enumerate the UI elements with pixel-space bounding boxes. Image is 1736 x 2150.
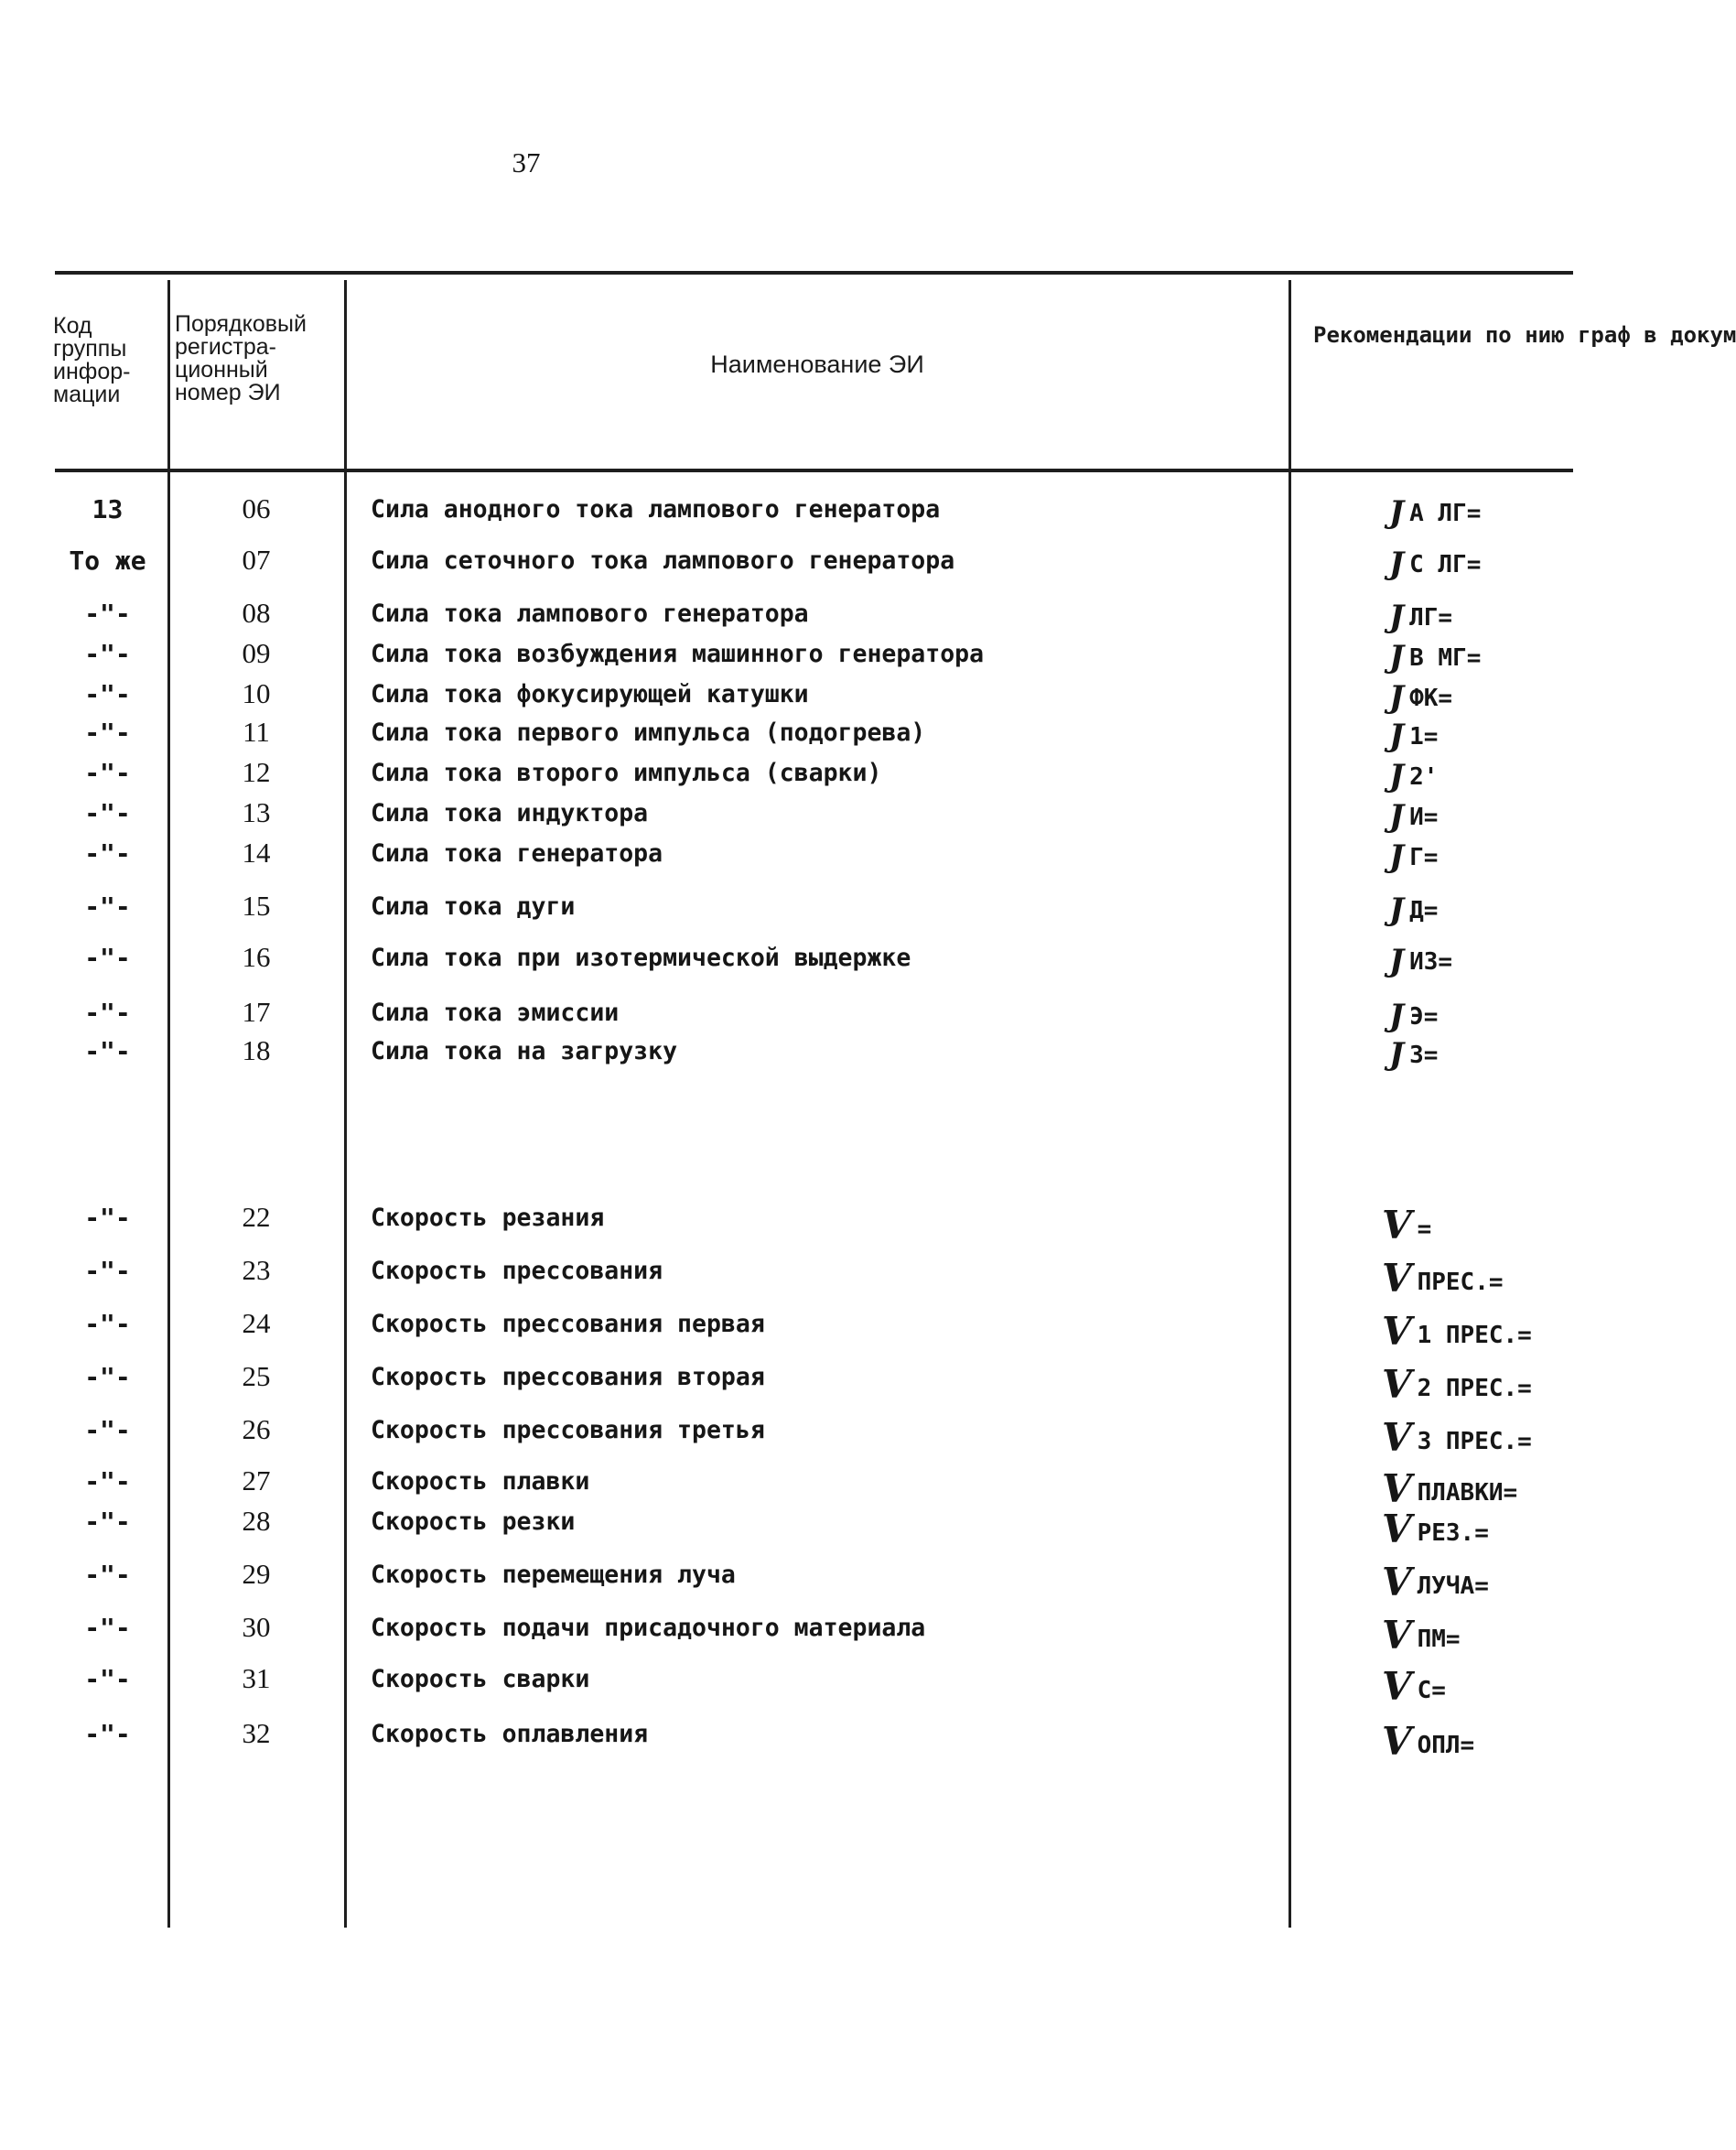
designation-symbol: V — [1382, 1362, 1412, 1407]
name-cell: Сила тока второго импульса (сварки) — [371, 759, 882, 787]
designation-index: ПМ= — [1417, 1626, 1461, 1653]
name-cell: Скорость перемещения луча — [371, 1561, 736, 1589]
table-row — [0, 756, 1573, 793]
name-cell: Сила тока индуктора — [371, 799, 649, 827]
designation-cell — [1290, 798, 1672, 835]
designation-cell — [1290, 639, 1672, 675]
designation-index: И= — [1409, 804, 1439, 831]
group-code-cell: -"- — [84, 1664, 131, 1694]
group-code-cell: -"- — [84, 943, 131, 973]
registration-number-cell: 18 — [242, 1034, 271, 1066]
group-code-cell: -"- — [84, 998, 131, 1028]
designation-index: С ЛГ= — [1409, 551, 1482, 578]
registration-number-cell: 08 — [242, 597, 271, 629]
designation-symbol: Ј — [1389, 546, 1405, 582]
group-code-cell: -"- — [84, 1507, 131, 1537]
designation-symbol: Ј — [1389, 679, 1405, 716]
designation-symbol: Ј — [1389, 998, 1405, 1034]
group-code-cell: -"- — [84, 599, 131, 629]
designation-cell — [1290, 1036, 1672, 1073]
table-row — [0, 637, 1573, 674]
table-row — [0, 1505, 1573, 1551]
table-row — [0, 796, 1573, 833]
designation-index: ПРЕС.= — [1417, 1269, 1504, 1296]
designation-symbol: Ј — [1389, 838, 1405, 875]
group-code-cell: 13 — [92, 494, 124, 524]
name-cell: Сила тока фокусирующей катушки — [371, 680, 809, 708]
designation-index: С= — [1417, 1677, 1446, 1704]
designation-index: 3 ПРЕС.= — [1417, 1428, 1532, 1455]
table-row — [0, 890, 1573, 926]
designation-index: Г= — [1409, 844, 1439, 871]
group-code-cell: -"- — [84, 1466, 131, 1496]
designation-cell — [1290, 1203, 1665, 1248]
header-name: Наименование ЭИ — [710, 351, 924, 378]
designation-symbol: V — [1382, 1203, 1412, 1248]
designation-symbol: V — [1382, 1664, 1412, 1709]
designation-symbol: V — [1382, 1507, 1412, 1551]
table-row — [0, 1611, 1573, 1658]
name-cell: Скорость прессования первая — [371, 1310, 765, 1338]
designation-cell — [1290, 1560, 1665, 1604]
designation-cell — [1290, 1362, 1665, 1407]
header-bottom-rule — [55, 469, 1573, 472]
designation-index: Д= — [1409, 897, 1439, 924]
designation-index: 1 ПРЕС.= — [1417, 1322, 1532, 1349]
name-cell: Сила анодного тока лампового генератора — [371, 495, 941, 524]
registration-number-cell: 12 — [242, 756, 271, 788]
designation-cell — [1290, 1507, 1665, 1551]
registration-number-cell: 16 — [242, 941, 271, 973]
group-code-cell: -"- — [84, 1309, 131, 1339]
registration-number-cell: 31 — [242, 1662, 271, 1694]
name-cell: Скорость плавки — [371, 1467, 590, 1496]
table-row — [0, 1413, 1573, 1460]
header-registration-number: Порядковый регистра- ционный номер ЭИ — [175, 311, 307, 405]
group-code-cell: -"- — [84, 679, 131, 709]
registration-number-cell: 11 — [243, 716, 270, 748]
designation-index: ЛГ= — [1409, 604, 1453, 632]
name-cell: Сила тока дуги — [371, 892, 576, 921]
name-cell: Сила тока эмиссии — [371, 999, 620, 1027]
name-cell: Скорость прессования третья — [371, 1416, 765, 1444]
group-code-cell: -"- — [84, 1560, 131, 1590]
designation-symbol: Ј — [1389, 718, 1405, 754]
designation-symbol: V — [1382, 1613, 1412, 1658]
designation-index: ПЛАВКИ= — [1417, 1479, 1518, 1507]
table-row — [0, 941, 1573, 978]
registration-number-cell: 07 — [242, 544, 271, 576]
designation-symbol: Ј — [1389, 943, 1405, 979]
designation-symbol: Ј — [1389, 639, 1405, 675]
table-row — [0, 492, 1573, 529]
name-cell: Сила сеточного тока лампового генератора — [371, 546, 955, 575]
designation-cell — [1290, 1719, 1665, 1764]
table-row — [0, 1464, 1573, 1511]
group-code-cell: -"- — [84, 1362, 131, 1392]
designation-index: ИЗ= — [1409, 948, 1453, 976]
designation-symbol: Ј — [1389, 1036, 1405, 1073]
table-row — [0, 716, 1573, 752]
designation-index: Э= — [1409, 1003, 1439, 1031]
table-row — [0, 544, 1573, 580]
designation-cell — [1290, 1664, 1665, 1709]
designation-cell — [1290, 1256, 1665, 1301]
page-number: 37 — [512, 146, 541, 178]
designation-index: А ЛГ= — [1409, 500, 1482, 527]
group-code-cell: -"- — [84, 1415, 131, 1445]
registration-number-cell: 26 — [242, 1413, 271, 1445]
designation-cell — [1290, 546, 1672, 582]
designation-index: 1= — [1409, 723, 1439, 751]
designation-index: 2' — [1409, 763, 1439, 791]
designation-index: В МГ= — [1409, 644, 1482, 672]
name-cell: Сила тока возбуждения машинного генератора — [371, 640, 985, 668]
designation-symbol: V — [1382, 1560, 1412, 1604]
name-cell: Скорость оплавления — [371, 1720, 649, 1748]
table-row — [0, 1717, 1573, 1764]
group-code-cell: -"- — [84, 758, 131, 788]
group-code-cell: -"- — [84, 1256, 131, 1286]
registration-number-cell: 30 — [242, 1611, 271, 1643]
designation-symbol: Ј — [1389, 758, 1405, 794]
table-row — [0, 1662, 1573, 1709]
table-row — [0, 1201, 1573, 1248]
table-row — [0, 996, 1573, 1032]
registration-number-cell: 23 — [242, 1254, 271, 1286]
registration-number-cell: 28 — [242, 1505, 271, 1537]
name-cell: Сила тока при изотермической выдержке — [371, 944, 911, 972]
designation-index: З= — [1409, 1042, 1439, 1069]
name-cell: Сила тока генератора — [371, 839, 663, 868]
registration-number-cell: 32 — [242, 1717, 271, 1749]
designation-index: = — [1417, 1215, 1432, 1243]
designation-symbol: Ј — [1389, 599, 1405, 635]
designation-index: РЕЗ.= — [1417, 1519, 1489, 1547]
name-cell: Скорость подачи присадочного материала — [371, 1614, 926, 1642]
registration-number-cell: 24 — [242, 1307, 271, 1339]
designation-symbol: Ј — [1389, 891, 1405, 928]
registration-number-cell: 10 — [242, 677, 271, 709]
designation-symbol: V — [1382, 1309, 1412, 1354]
group-code-cell: -"- — [84, 891, 131, 922]
name-cell: Скорость резания — [371, 1204, 605, 1232]
designation-cell — [1290, 1415, 1665, 1460]
header-group-code: Код группы инфор- мации — [53, 313, 131, 407]
designation-cell — [1290, 838, 1672, 875]
name-cell: Скорость прессования — [371, 1257, 663, 1285]
registration-number-cell: 06 — [242, 492, 271, 524]
designation-cell — [1290, 891, 1672, 928]
registration-number-cell: 17 — [242, 996, 271, 1028]
registration-number-cell: 25 — [242, 1360, 271, 1392]
designation-index: 2 ПРЕС.= — [1417, 1375, 1532, 1402]
registration-number-cell: 09 — [242, 637, 271, 669]
name-cell: Сила тока лампового генератора — [371, 600, 809, 628]
table-top-rule — [55, 271, 1573, 275]
registration-number-cell: 27 — [242, 1464, 271, 1496]
table-row — [0, 1034, 1573, 1071]
group-code-cell: -"- — [84, 798, 131, 828]
group-code-cell: -"- — [84, 639, 131, 669]
designation-cell — [1290, 943, 1672, 979]
header-recommendations: Рекомендации по нию граф в докум — [1313, 322, 1736, 348]
registration-number-cell: 15 — [242, 890, 271, 922]
designation-symbol: V — [1382, 1719, 1412, 1764]
table-row — [0, 1558, 1573, 1604]
group-code-cell: -"- — [84, 1036, 131, 1066]
table-row — [0, 837, 1573, 873]
name-cell: Скорость сварки — [371, 1665, 590, 1693]
registration-number-cell: 29 — [242, 1558, 271, 1590]
registration-number-cell: 13 — [242, 796, 271, 828]
name-cell: Сила тока первого импульса (подогрева) — [371, 718, 926, 747]
designation-index: ФК= — [1409, 685, 1453, 712]
registration-number-cell: 22 — [242, 1201, 271, 1233]
designation-index: ЛУЧА= — [1417, 1572, 1489, 1600]
group-code-cell: -"- — [84, 838, 131, 869]
designation-symbol: Ј — [1389, 798, 1405, 835]
designation-cell — [1290, 1309, 1665, 1354]
group-code-cell: -"- — [84, 1203, 131, 1233]
group-code-cell: -"- — [84, 1613, 131, 1643]
name-cell: Скорость резки — [371, 1507, 576, 1536]
designation-cell — [1290, 599, 1672, 635]
designation-symbol: V — [1382, 1466, 1412, 1511]
table-row — [0, 677, 1573, 714]
group-code-cell: То же — [69, 546, 146, 576]
designation-symbol: V — [1382, 1256, 1412, 1301]
designation-cell — [1290, 1613, 1665, 1658]
designation-symbol: Ј — [1389, 494, 1405, 531]
designation-symbol: V — [1382, 1415, 1412, 1460]
table-row — [0, 1307, 1573, 1354]
table-row — [0, 1360, 1573, 1407]
registration-number-cell: 14 — [242, 837, 271, 869]
group-code-cell: -"- — [84, 1719, 131, 1749]
table-row — [0, 597, 1573, 633]
group-code-cell: -"- — [84, 718, 131, 748]
name-cell: Скорость прессования вторая — [371, 1363, 765, 1391]
designation-cell — [1290, 998, 1672, 1034]
table-row — [0, 1254, 1573, 1301]
designation-cell — [1290, 718, 1672, 754]
designation-cell — [1290, 494, 1672, 531]
designation-index: ОПЛ= — [1417, 1732, 1475, 1759]
designation-cell — [1290, 758, 1672, 794]
name-cell: Сила тока на загрузку — [371, 1037, 678, 1065]
designation-cell — [1290, 679, 1672, 716]
